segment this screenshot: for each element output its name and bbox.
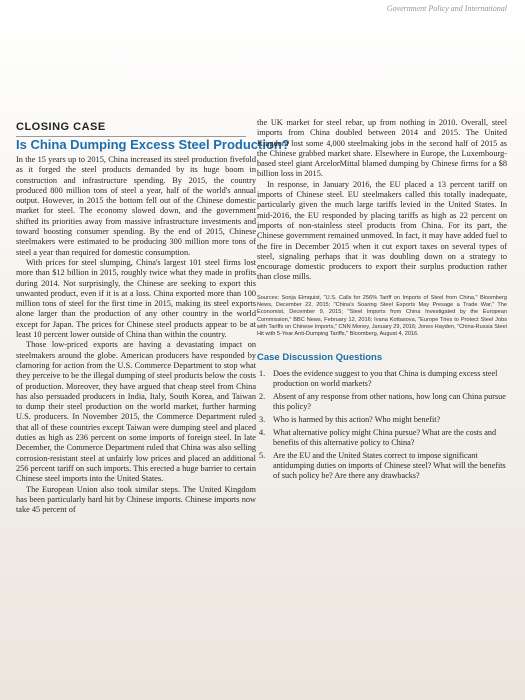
right-column bbox=[257, 118, 507, 481]
body-paragraph: With prices for steel slumping, China's largest 101 steel firms lost more than $12 billion in 2015, roughly twice what they made in profits during 2014. Not surprisingly, the Chinese are seeking to export this unwanted product, even if it is at a loss. China exported more than 100 million tons of steel for the first time in 2015, making its steel exports alone larger than the production of any other country in the world except for Japan. The prices for Chinese steel products appear to be at least 10 percent lower outside of China than within the country. bbox=[16, 257, 256, 340]
body-paragraph: In response, in January 2016, the EU placed a 13 percent tariff on imports of Chinese steel. EU steelmakers called this totally inadequate, particularly given the much large tariffs levied in the United States. In mid-2016, the EU responded by placing tariffs as high as 22 percent on imports of non-stainless steel products from China. For its part, the Chinese government remained unmoved. In fact, it may have added fuel to the fire in December 2015 when it cut export taxes on several types of steel, signaling perhaps that it was doubling down on a strategy to encourage domestic producers to export their surplus production rather than close mills. bbox=[257, 179, 507, 282]
question-item bbox=[257, 369, 507, 389]
question-text: Are the EU and the United States correct to impose significant antidumping duties on imports of Chinese steel? What will the benefits of such policy be? Are there any drawbacks? bbox=[273, 450, 506, 480]
case-title: Is China Dumping Excess Steel Production? bbox=[16, 137, 290, 152]
question-text: Does the evidence suggest to you that China is dumping excess steel production on world markets? bbox=[273, 368, 498, 388]
body-paragraph: The European Union also took similar steps. The United Kingdom has been particularly hard hit by Chinese imports. Chinese imports now take 45 percent of bbox=[16, 484, 256, 515]
question-text: Absent of any response from other nations, how long can China pursue this policy? bbox=[273, 391, 506, 411]
sources-note: Sources: Sonja Elmquist, "U.S. Calls for 256% Tariff on Imports of Steel from China," Bloomberg News, December 22, 2015; "China's Soaring Steel Exports May Presage a Trade War," The Economist, December 9, 2015; "Steel Imports from China Investigated by the European Commission," BBC News, February 12, 2016; Ivana Kottasova, "Europe Tries to Protect Steel Jobs with Tariffs on Chinese Imports," CNN Money, January 29, 2016; Jones Hayden, "China-Russia Steel Hit with 5-Year Anti-Dumping Tariffs," Bloomberg, August 4, 2016. bbox=[257, 294, 507, 338]
question-item bbox=[257, 392, 507, 412]
question-text: Who is harmed by this action? Who might benefit? bbox=[273, 414, 441, 424]
body-paragraph: the UK market for steel rebar, up from nothing in 2010. Overall, steel imports from China doubled between 2014 and 2015. The United Kingdom lost some 4,000 steelmaking jobs in the second half of 2015 as the Chinese grabbed market share. Elsewhere in Europe, the Luxembourg-based steel giant ArcelorMittal blamed dumping by Chinese firms for a $8 billion loss in 2015. bbox=[257, 118, 507, 179]
question-text: What alternative policy might China pursue? What are the costs and benefits of this alternative policy to China? bbox=[273, 427, 497, 447]
question-number: 2. bbox=[259, 391, 266, 401]
question-number: 5. bbox=[259, 450, 266, 460]
question-item bbox=[257, 451, 507, 481]
questions-list bbox=[257, 369, 507, 481]
body-paragraph: Those low-priced exports are having a devastating impact on steelmakers around the globe. American producers have responded by clamoring for action from the U.S. Commerce Department to stop what they perceive to be the illegal dumping of steel products below the costs of production. Moreover, they have argued that cheap steel from China has also persuaded producers in India, Italy, South Korea, and Taiwan to dump their steel production on the world market, further harming U.S. producers. In November 2015, the Commerce Department ruled that all of these countries except Taiwan were dumping steel and placed duties as high as 236 percent on some imports of foreign steel. In late December, the Commerce Department ruled that China was also selling corrosion-resistant steel at unfairly low prices and placed an additional 256 percent tariff on such imports. This erected a huge barrier to certain Chinese steel imports into the United States. bbox=[16, 340, 256, 484]
question-number: 4. bbox=[259, 427, 266, 437]
questions-heading: Case Discussion Questions bbox=[257, 351, 383, 363]
left-column bbox=[16, 155, 256, 515]
body-paragraph: In the 15 years up to 2015, China increased its steel production fivefold as it forged the steel products demanded by its huge boom in construction and infrastructure spending. By 2015, the country produced 800 million tons of steel a year, half of the world's annual output. However, in 2015 the bottom fell out of the Chinese domestic market for steel. The economy slowed down, and the government shifted its priorities away from massive infrastructure investments and toward boosting consumer spending. By the end of 2015, Chinese steelmakers were estimated to be producing 300 million more tons of steel a year than required for domestic consumption. bbox=[16, 155, 256, 257]
question-item bbox=[257, 415, 507, 425]
question-number: 1. bbox=[259, 368, 266, 378]
question-item bbox=[257, 428, 507, 448]
running-head: Government Policy and International bbox=[386, 4, 507, 13]
question-number: 3. bbox=[259, 414, 266, 424]
section-label: CLOSING CASE bbox=[16, 121, 106, 133]
